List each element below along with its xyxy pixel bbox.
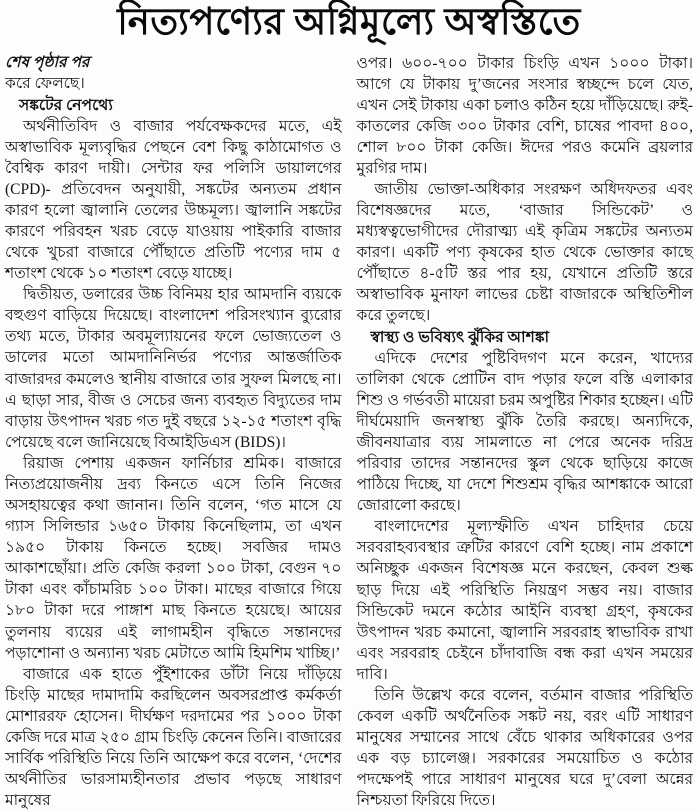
paragraph: অর্থনীতিবিদ ও বাজার পর্যবেক্ষকদের মতে, এই অস্বাভাবিক মূল্যবৃদ্ধির পেছনে বেশ কিছু কাঠামোগত ও বৈশ্বিক কারণ দায়ী। সেন্টার ফর পলিসি ডায়ালগের (CPD)- প্রতিবেদন অনুযায়ী, সঙ্কটের অন্যতম প্রধান কারণ হলো জ্বালানি তেলের উচ্চমূল্য। জ্বালানি সঙ্কটের কারণে পরিবহন খরচ বেড়ে যাওয়ায় পাইকারি বাজার থেকে খুচরা বাজারে পৌঁছাতে প্রতিটি পণ্যের দাম ৫ শতাংশ থেকে ১০ শতাংশ বেড়ে যাচ্ছে। [5,117,342,283]
paragraph: তিনি উল্লেখ করে বলেন, বর্তমান বাজার পরিস্থিতি কেবল একটি অর্থনৈতিক সঙ্কট নয়, বরং এটি সাধারণ মানুষের সম্মানের সাথে বেঁচে থাকার অধিকারের ওপর এক বড় চ্যালেঞ্জ। সরকারের সময়োচিত ও কঠোর পদক্ষেপই পারে সাধারণ মানুষের ঘরে দু’বেলা অন্নের নিশ্চয়তা ফিরিয়ে দিতে। [356,686,693,810]
continuation-fragment: করে ফেলছে। [5,75,85,93]
article-column-right [357,53,694,811]
paragraph: জাতীয় ভোক্তা-অধিকার সংরক্ষণ অধিদফতর এবং বিশেষজ্ঞদের মতে, ‘বাজার সিন্ডিকেট’ ও মধ্যস্বত্বভোগীদের দৌরাত্ম্য এই কৃত্রিম সঙ্কটের অন্যতম কারণ। একটি পণ্য কৃষকের হাত থেকে ভোক্তার কাছে পৌঁছাতে ৪-৫টি স্তর পার হয়, যেখানে প্রতিটি স্তরে অস্বাভাবিক মুনাফা লাভের চেষ্টা বাজারকে অস্থিতিশীল করে তুলছে। [356,181,693,325]
subheading-health-future-risk: স্বাস্থ্য ও ভবিষ্যৎ ঝুঁকির আশঙ্কা [370,328,550,346]
article-column-left [5,53,342,811]
continued-from-last-page-note: শেষ পৃষ্ঠার পর [5,53,90,71]
paragraph: এদিকে দেশের পুষ্টিবিদগণ মনে করেন, খাদ্যের তালিকা থেকে প্রোটিন বাদ পড়ার ফলে বস্তি এলাকার শিশু ও গর্ভবতী মায়েরা চরম অপুষ্টির শিকার হচ্ছেন। এটি দীর্ঘমেয়াদি জনস্বাস্থ্য ঝুঁকি তৈরি করছে। অন্যদিকে, জীবনযাত্রার ব্যয় সামলাতে না পেরে অনেক দরিদ্র পরিবার তাদের সন্তানদের স্কুল থেকে ছাড়িয়ে কাজে পাঠিয়ে দিচ্ছে, যা দেশে শিশুশ্রম বৃদ্ধির আশঙ্কাকে আরো জোরালো করছে। [356,349,693,515]
paragraph: বাংলাদেশের মূল্যস্ফীতি এখন চাহিদার চেয়ে সরবরাহব্যবস্থার ত্রুটির কারণে বেশি হচ্ছে। নাম প্রকাশে অনিচ্ছুক একজন বিশেষজ্ঞ মনে করছেন, কেবল শুল্ক ছাড় দিয়ে এই পরিস্থিতি নিয়ন্ত্রণ সম্ভব নয়। বাজার সিন্ডিকেট দমনে কঠোর আইনি ব্যবস্থা গ্রহণ, কৃষকের উৎপাদন খরচ কমানো, জ্বালানি সরবরাহ স্বাভাবিক রাখা এবং সরবরাহ চেইনে চাঁদাবাজি বন্ধ করা এখন সময়ের দাবি। [356,518,693,683]
subheading-crisis-background: সঙ্কটের নেপথ্যে [19,96,113,114]
paragraph: দ্বিতীয়ত, ডলারের উচ্চ বিনিময় হার আমদানি ব্যয়কে বহুগুণ বাড়িয়ে দিয়েছে। বাংলাদেশ পরিসংখ্যান ব্যুরোর তথ্য মতে, টাকার অবমূল্যায়নের ফলে ভোজ্যতেল ও ডালের মতো আমদানিনির্ভর পণ্যের আন্তর্জাতিক বাজারদর কমলেও স্থানীয় বাজারে তার সুফল মিলছে না। এ ছাড়া সার, বীজ ও সেচের জন্য ব্যবহৃত বিদ্যুতের দাম বাড়ায় উৎপাদন খরচ গত দুই বছরে ১২-১৫ শতাংশ বৃদ্ধি পেয়েছে বলে জানিয়েছে বিআইডিএস (BIDS)। [5,286,342,451]
paragraph-continued-from-left-column: ওপর। ৬০০-৭০০ টাকার চিংড়ি এখন ১০০০ টাকা। আগে যে টাকায় দু’জনের সংসার স্বচ্ছন্দে চলে যেত, এখন সেই টাকায় একা চলাও কঠিন হয়ে দাঁড়িয়েছে। রুই-কাতলের কেজি ৩০০ টাকার বেশি, চাষের পাবদা ৪০০, শোল ৮০০ টাকা কেজি। ঈদের পরও কমেনি ব্রয়লার মুরগির দাম। [356,54,693,177]
article-columns [5,53,693,811]
paragraph: বাজারে এক হাতে পুঁইশাকের ডাঁটা নিয়ে দাঁড়িয়ে চিংড়ি মাছের দামাদামি করছিলেন অবসরপ্রাপ্ত কর্মকর্তা মোশাররফ হোসেন। দীর্ঘক্ষণ দরদামের পর ১০০০ টাকা কেজি দরে মাত্র ২৫০ গ্রাম চিংড়ি কেনেন তিনি। বাজারের সার্বিক পরিস্থিতি নিয়ে তিনি আক্ষেপ করে বলেন, ‘দেশের অর্থনীতির ভারসাম্যহীনতার প্রভাব পড়ছে সাধারণ মানুষের [5,665,342,810]
article-headline: নিত্যপণ্যের অগ্নিমূল্যে অস্বস্তিতে [117,2,581,43]
paragraph: রিয়াজ পেশায় একজন ফার্নিচার শ্রমিক। বাজারে নিত্যপ্রয়োজনীয় দ্রব্য কিনতে এসে তিনি নিজের অসহায়ত্বের কথা জানান। তিনি বলেন, ‘গত মাসে যে গ্যাস সিলিন্ডার ১৬৫০ টাকায় কিনেছিলাম, তা এখন ১৯৫০ টাকায় কিনতে হচ্ছে। সবজির দামও আকাশছোঁয়া। প্রতি কেজি করলা ১০০ টাকা, বেগুন ৭০ টাকা এবং কাঁচামরিচ ১০০ টাকা। মাছের বাজারে গিয়ে ১৮০ টাকা দরে পাঙ্গাশ মাছ কিনতে হয়েছে। আয়ের তুলনায় ব্যয়ের এই লাগামহীন বৃদ্ধিতে সন্তানদের পড়াশোনা ও অন্যান্য খরচ মেটাতে আমি হিমশিম খাচ্ছি।’ [5,454,342,662]
